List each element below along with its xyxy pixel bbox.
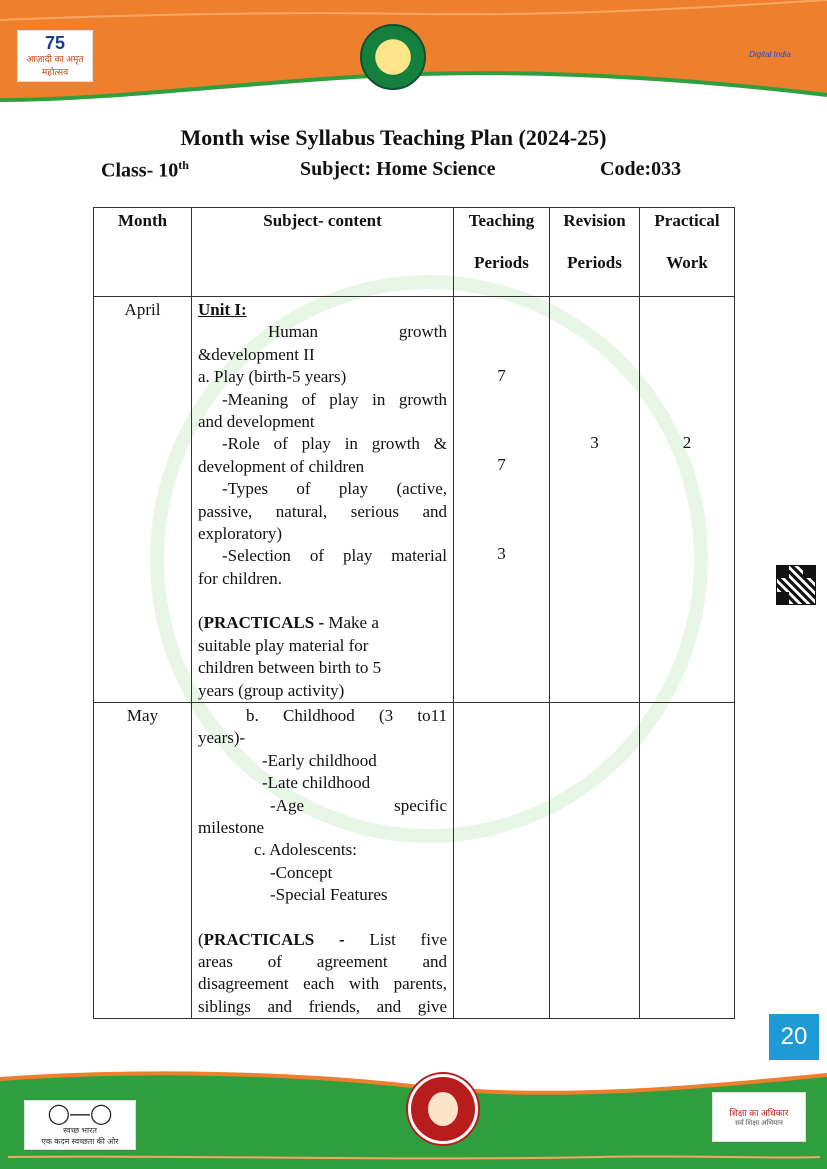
teaching-cell	[454, 702, 550, 1018]
table-row	[94, 702, 735, 1018]
month-cell: April	[94, 297, 192, 703]
page-title: Month wise Syllabus Teaching Plan (2024-25)	[180, 125, 607, 150]
header-revision: Revision Periods	[550, 208, 640, 297]
header-month: Month	[94, 208, 192, 297]
page-number: 20	[769, 1014, 819, 1060]
header-teaching: Teaching Periods	[454, 208, 550, 297]
table-header-row	[94, 208, 735, 297]
azadi-ka-amrit-mahotsav-logo: 75 आज़ादी का अमृत महोत्सव	[17, 30, 93, 82]
swachh-bharat-logo: ◯—◯ स्वच्छ भारत एक कदम स्वच्छता की ओर	[24, 1100, 136, 1150]
beti-bachao-logo	[408, 1074, 478, 1144]
teaching-cell: 7 7 3	[454, 297, 550, 703]
practical-note: (PRACTICALS - Make a	[198, 613, 379, 633]
code-label: Code:033	[600, 158, 682, 180]
unit-heading: Unit I:	[198, 300, 247, 319]
practical-cell	[640, 702, 735, 1018]
month-cell: May	[94, 702, 192, 1018]
header-practical: Practical Work	[640, 208, 735, 297]
revision-cell: 3	[550, 297, 640, 703]
board-seal-icon	[360, 24, 426, 90]
content-cell: b. Childhood (3 to11 years)- -Early childhood -Late childhood -Age specific milestone c. Adolescents: -Concept -Special Features (PRACTICALS - List five areas of agreement and disagreement each with parents, siblings and friends, and give	[192, 702, 454, 1018]
practical-note: (PRACTICALS - List five	[198, 929, 447, 949]
table-row	[94, 297, 735, 703]
shiksha-ka-adhikar-logo: शिक्षा का अधिकार सर्व शिक्षा अभियान	[712, 1092, 806, 1142]
revision-cell	[550, 702, 640, 1018]
practical-cell: 2	[640, 297, 735, 703]
qr-code-icon	[776, 565, 816, 605]
content-cell: Unit I: Human growth &development II a. Play (birth-5 years) -Meaning of play in growth and development -Role of play in growth & development of children -Types of play (active, passive, natural, serious and exploratory) -Selection of play material for children. (PRACTICALS - Make a suitable play material for children between birth to 5 years (group activity)	[192, 297, 454, 703]
syllabus-table	[93, 207, 735, 1019]
subject-label: Subject: Home Science	[300, 158, 496, 180]
header-content: Subject- content	[192, 208, 454, 297]
class-label: Class- 10th	[101, 158, 189, 182]
digital-india-logo: Digital India	[749, 49, 791, 59]
